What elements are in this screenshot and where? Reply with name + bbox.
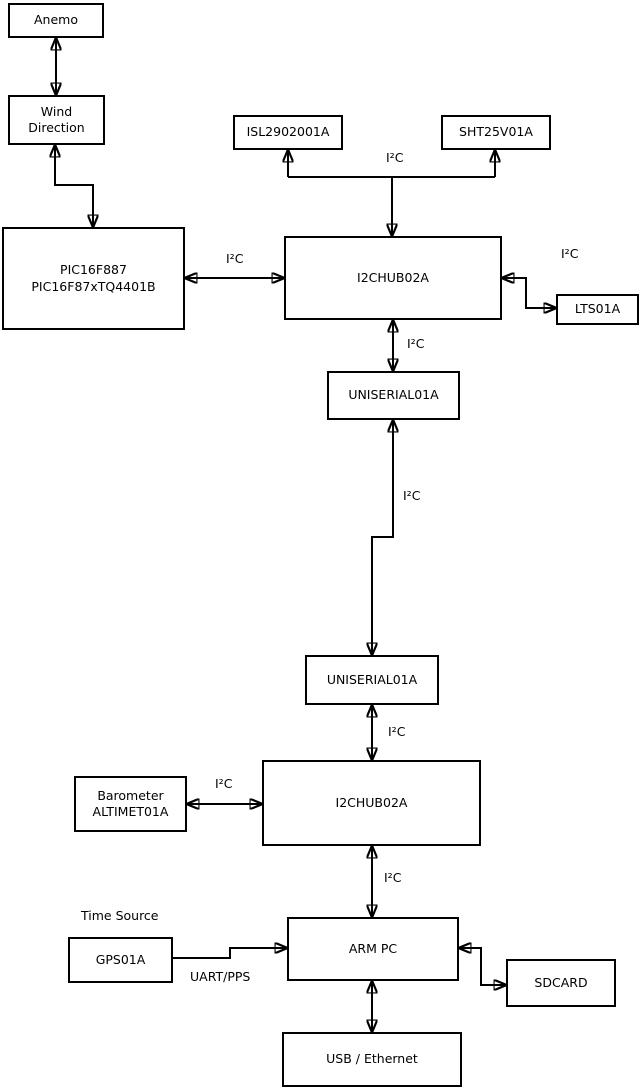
- node-usb-ethernet-label: USB / Ethernet: [326, 1051, 418, 1067]
- node-i2chub02a-2: [262, 760, 481, 846]
- node-usb-ethernet: [282, 1032, 462, 1087]
- edge-label-i2c-uniserial2-hub2: I²C: [388, 724, 406, 739]
- edge-label-i2c-pic-hub1: I²C: [226, 251, 244, 266]
- node-sht25v01a: [441, 115, 551, 150]
- edge-hub1-lts: [502, 278, 556, 308]
- node-barometer-line2: ALTIMET01A: [92, 804, 169, 819]
- edge-uniserial1-uniserial2: [372, 420, 393, 655]
- node-gps01a-label: GPS01A: [95, 951, 146, 967]
- node-wind-direction-line2: Direction: [28, 120, 85, 135]
- node-i2chub02a-1: [284, 236, 502, 320]
- node-lts01a: [556, 294, 639, 325]
- node-anemo-label: Anemo: [34, 12, 78, 28]
- node-isl2902001a-label: ISL2902001A: [246, 124, 330, 140]
- node-pic16f887-line2: PIC16F87xTQ4401B: [31, 278, 156, 294]
- node-uniserial01a-1: [327, 371, 460, 420]
- edge-label-i2c-hub1-uniserial1: I²C: [407, 336, 425, 351]
- node-arm-pc: [287, 917, 459, 981]
- edge-label-time-source: Time Source: [81, 908, 159, 923]
- node-arm-pc-label: ARM PC: [348, 940, 398, 956]
- node-isl2902001a: [233, 115, 343, 150]
- node-pic16f887: [2, 227, 185, 330]
- edge-label-i2c-hub1-lts: I²C: [561, 246, 579, 261]
- edge-winddirection-pic: [55, 145, 93, 227]
- edge-label-i2c-hub2-armpc: I²C: [384, 870, 402, 885]
- node-barometer-line1: Barometer: [97, 787, 164, 803]
- node-wind-direction: [8, 95, 105, 145]
- edge-gps-armpc: [173, 948, 287, 958]
- edge-label-i2c-barometer-hub2: I²C: [215, 776, 233, 791]
- node-pic16f887-line1: PIC16F887: [60, 262, 127, 277]
- node-barometer-altimet01a: [74, 776, 187, 832]
- node-uniserial01a-1-label: UNISERIAL01A: [348, 387, 439, 403]
- node-anemo: [8, 3, 104, 38]
- node-i2chub02a-1-label: I2CHUB02A: [357, 269, 429, 285]
- node-sdcard-label: SDCARD: [534, 974, 588, 990]
- edge-armpc-sdcard: [459, 948, 506, 985]
- node-uniserial01a-2-label: UNISERIAL01A: [326, 671, 418, 687]
- node-i2chub02a-2-label: I2CHUB02A: [335, 794, 408, 810]
- node-lts01a-label: LTS01A: [574, 301, 621, 317]
- edge-label-i2c-uniserial-link: I²C: [403, 488, 421, 503]
- node-sdcard: [506, 959, 616, 1007]
- node-gps01a: [68, 937, 173, 983]
- node-uniserial01a-2: [305, 655, 439, 705]
- edge-label-i2c-sensors-bus: I²C: [386, 150, 404, 165]
- node-sht25v01a-label: SHT25V01A: [459, 124, 533, 140]
- edge-label-uart-pps: UART/PPS: [190, 969, 251, 984]
- node-wind-direction-line1: Wind: [40, 103, 73, 119]
